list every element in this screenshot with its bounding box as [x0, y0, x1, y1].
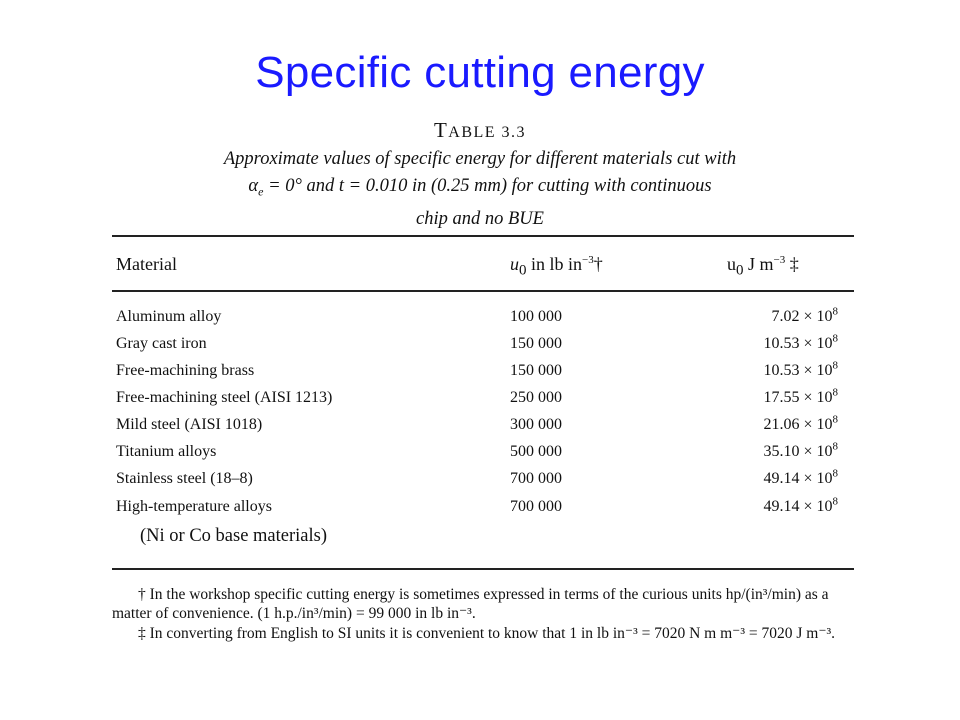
- table-row: [0, 305, 960, 335]
- material-cell: Free-machining brass: [116, 362, 255, 379]
- imperial-cell: 150 000: [510, 362, 562, 379]
- header-material: Material: [116, 254, 177, 274]
- si-cell: $35.10 \times 10^8$: [763, 440, 838, 460]
- imperial-cell: 700 000: [510, 470, 562, 487]
- material-cell: Aluminum alloy: [116, 308, 222, 325]
- si-cell: $10.53 \times 10^8$: [763, 332, 838, 352]
- si-cell: $7.02 \times 10^8$: [771, 305, 838, 325]
- material-cell: Mild steel (AISI 1018): [116, 416, 263, 433]
- table-row: [0, 440, 960, 470]
- footnote-double-dagger: ‡ In converting from English to SI units it is convenient to know that 1 in lb in⁻³ = 7020 N m m⁻³ = 7020 J m⁻³.: [138, 625, 836, 642]
- caption-line-2: $\alpha_e = 0^\circ$ and t = 0.010 in (0.25 mm) for cutting with continuous: [248, 176, 712, 199]
- material-cell: Stainless steel (18–8): [116, 470, 253, 487]
- imperial-cell: 100 000: [510, 308, 562, 325]
- slide-title: Specific cutting energy: [255, 48, 705, 97]
- si-cell: $49.14 \times 10^8$: [763, 467, 838, 487]
- table-row: [0, 467, 960, 497]
- si-cell: $21.06 \times 10^8$: [763, 413, 838, 433]
- table-header-rule: [112, 290, 854, 292]
- table-row: [0, 359, 960, 389]
- caption-line-1: Approximate values of specific energy for different materials cut with: [223, 149, 737, 169]
- imperial-cell: 150 000: [510, 335, 562, 352]
- table-caption: [150, 146, 810, 233]
- table-row: [0, 495, 960, 525]
- table-row: [0, 332, 960, 362]
- row-continuation: (Ni or Co base materials): [140, 526, 327, 546]
- table-bottom-rule: [112, 568, 854, 570]
- si-cell: $49.14 \times 10^8$: [763, 495, 838, 515]
- si-cell: $17.55 \times 10^8$: [763, 386, 838, 406]
- footnote-dagger: † In the workshop specific cutting energy is sometimes expressed in terms of the curious units hp/(in³/min) as a matter of convenience. (1 h.p./in³/min) = 99 000 in lb in⁻³.: [112, 586, 829, 622]
- material-cell: Free-machining steel (AISI 1213): [116, 389, 333, 406]
- imperial-cell: 700 000: [510, 498, 562, 515]
- si-cell: $10.53 \times 10^8$: [763, 359, 838, 379]
- caption-line-3: chip and no BUE: [416, 208, 544, 229]
- imperial-cell: 500 000: [510, 443, 562, 460]
- material-cell: High-temperature alloys: [116, 498, 272, 515]
- table-row: [0, 413, 960, 443]
- imperial-cell: 250 000: [510, 389, 562, 406]
- table-top-rule: [112, 235, 854, 237]
- material-cell: Gray cast iron: [116, 335, 207, 352]
- table-row: [0, 386, 960, 416]
- material-cell: Titanium alloys: [116, 443, 217, 460]
- table-label: TABLE 3.3: [433, 118, 527, 142]
- header-u0-imperial: $u_0$ in lb $in^{-3}\dagger$: [510, 254, 603, 279]
- header-u0-si: $u_0$ J $m^{-3}$ ‡: [727, 254, 799, 279]
- imperial-cell: 300 000: [510, 416, 562, 433]
